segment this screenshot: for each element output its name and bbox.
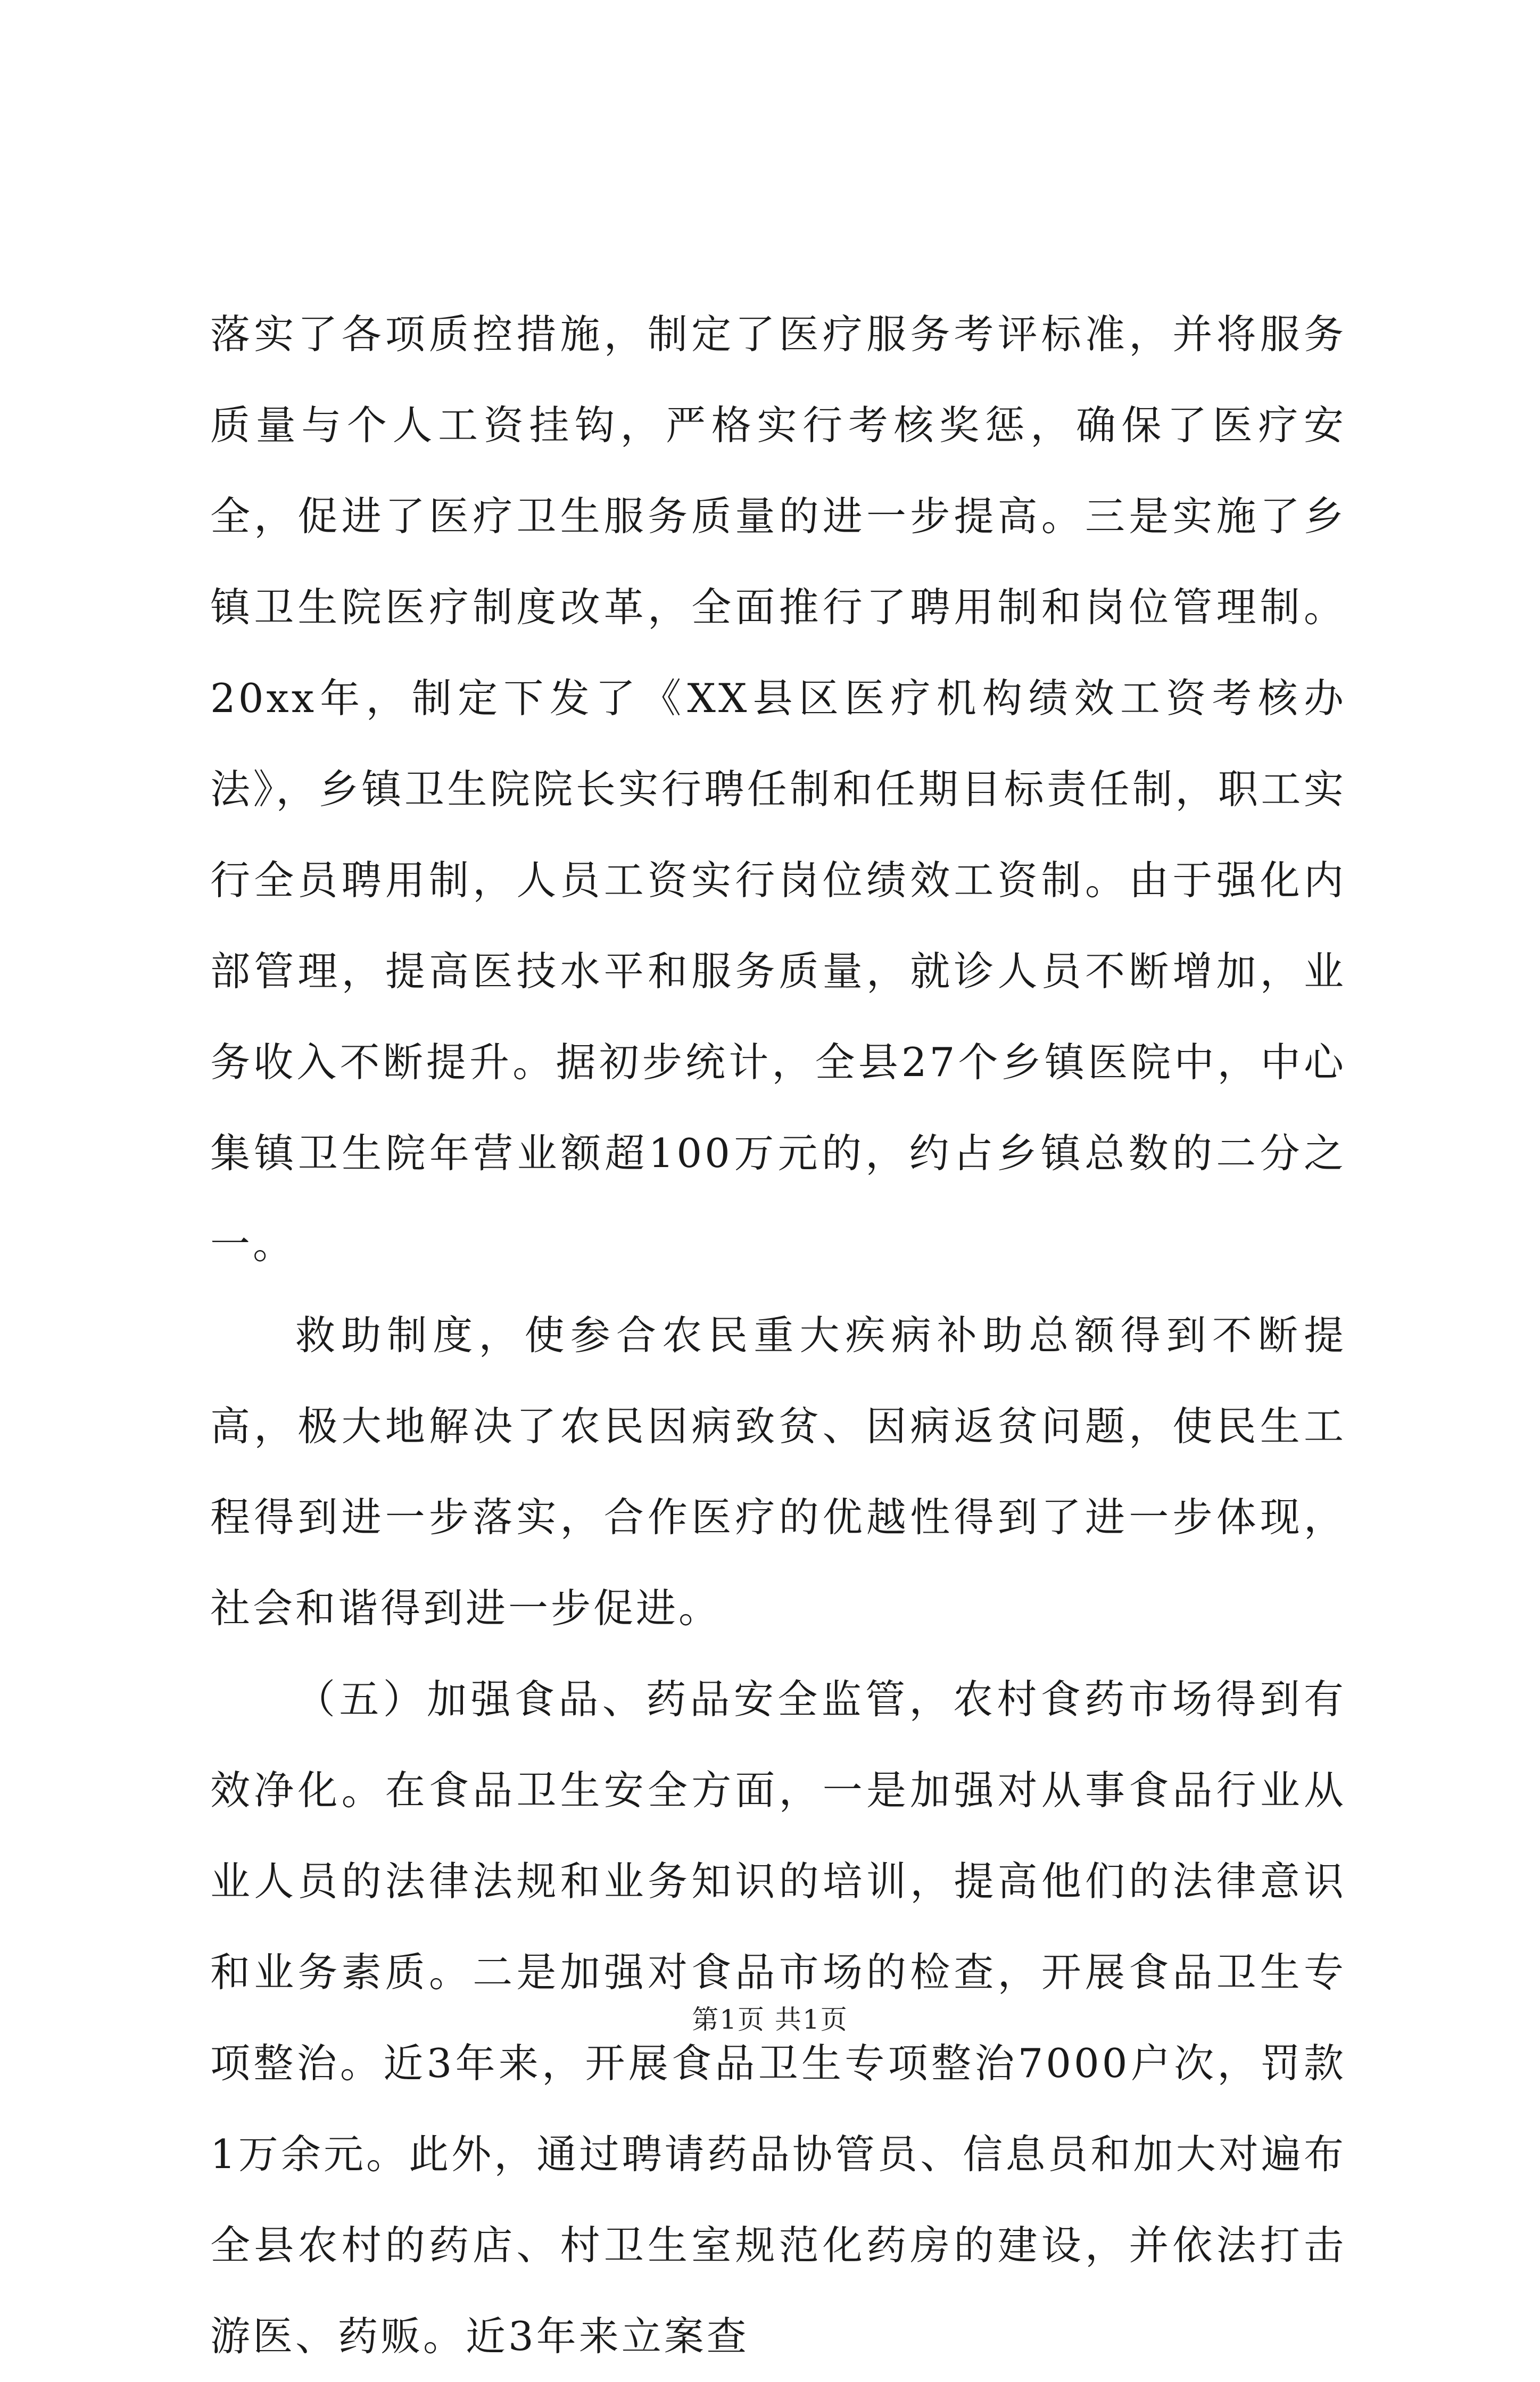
- paragraph-food-drug-safety: （五）加强食品、药品安全监管，农村食药市场得到有效净化。在食品卫生安全方面，一是加强对从事食品行业从业人员的法律法规和业务知识的培训，提高他们的法律意识和业务素质。二是加强对食品市场的检查，开展食品卫生专项整治。近3年来，开展食品卫生专项整治7000户次，罚款1万余元。此外，通过聘请药品协管员、信息员和加大对遍布全县农村的药店、村卫生室规范化药房的建设，并依法打击游医、药贩。近3年来立案查: [210, 1676, 1346, 2360]
- paragraph-continuation: 落实了各项质控措施，制定了医疗服务考评标准，并将服务质量与个人工资挂钩，严格实行考核奖惩，确保了医疗安全，促进了医疗卫生服务质量的进一步提高。三是实施了乡镇卫生院医疗制度改革，全面推行了聘用制和岗位管理制。20xx年，制定下发了《XX县区医疗机构绩效工资考核办法》，乡镇卫生院院长实行聘任制和任期目标责任制，职工实行全员聘用制，人员工资实行岗位绩效工资制。由于强化内部管理，提高医技水平和服务质量，就诊人员不断增加，业务收入不断提升。据初步统计，全县27个乡镇医院中，中心集镇卫生院年营业额超100万元的，约占乡镇总数的二分之一。: [210, 311, 1346, 1268]
- paragraph-medical-assistance: 救助制度，使参合农民重大疾病补助总额得到不断提高，极大地解决了农民因病致贫、因病返贫问题，使民生工程得到进一步落实，合作医疗的优越性得到了进一步体现，社会和谐得到进一步促进。: [210, 1312, 1346, 1632]
- page-footer: 第1页 共1页: [692, 2004, 848, 2035]
- document-body: [210, 289, 1346, 2382]
